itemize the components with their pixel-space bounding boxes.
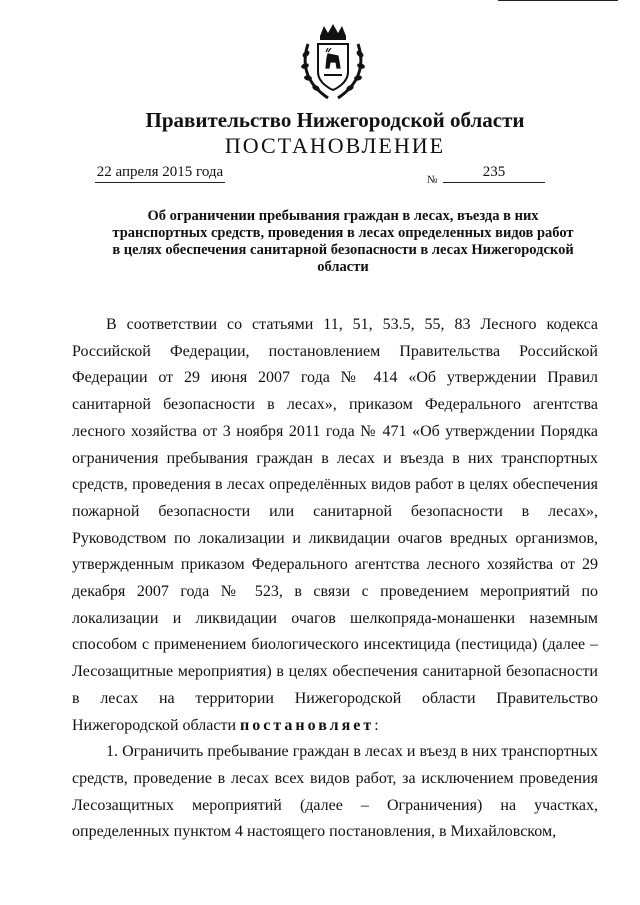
document-subject: Об ограничении пребывания граждан в лесах, въезда в них транспортных средств, проведения в лесах определенных видов работ в целях обеспечения санитарной безопасности в лесах Нижегородской области	[112, 208, 574, 275]
document-body	[72, 312, 598, 846]
document-type: ПОСТАНОВЛЕНИЕ	[224, 133, 446, 158]
document-number: 235	[443, 164, 545, 183]
number-sign: №	[427, 174, 438, 186]
resolution-verb: постановляет	[240, 716, 375, 734]
preamble-end: :	[374, 716, 379, 734]
paragraph-item-1: 1. Ограничить пребывание граждан в лесах и въезд в них транспортных средств, проведение в лесах всех видов работ, за исключением проведения Лесозащитных мероприятий (далее – Ограничения) на участках, определенных пунктом 4 настоящего постановления, в Михайловском,	[72, 743, 598, 841]
preamble-text: В соответствии со статьями 11, 51, 53.5, 55, 83 Лесного кодекса Российской Федерации, постановлением Правительства Российской Федерации от 29 июня 2007 года № 414 «Об утверждении Правил санитарной безопасности в лесах», приказом Федерального агентства лесного хозяйства от 3 ноября 2011 года № 471 «Об утверждении Порядка ограничения пребывания граждан в лесах и въезда в них транспортных средств, проведения в лесах определённых видов работ в целях обеспечения пожарной безопасности или санитарной безопасности в лесах», Руководством по локализации и ликвидации очагов вредных организмов, утвержденным приказом Федерального агентства лесного хозяйства от 29 декабря 2007 года № 523, в связи с проведением мероприятий по локализации и ликвидации очагов шелкопряда-монашенки наземным способом с применением биологического инсектицида (пестицида) (далее – Лесозащитные мероприятия) в целях обеспечения санитарной безопасности в лесах на территории Нижегородской области Правительство Нижегородской области	[72, 316, 598, 734]
top-rule	[498, 0, 618, 1]
document-date: 22 апреля 2015 года	[95, 164, 225, 183]
coat-of-arms-icon	[298, 22, 368, 102]
government-title: Правительство Нижегородской области	[145, 108, 525, 132]
paragraph-preamble	[72, 312, 598, 739]
